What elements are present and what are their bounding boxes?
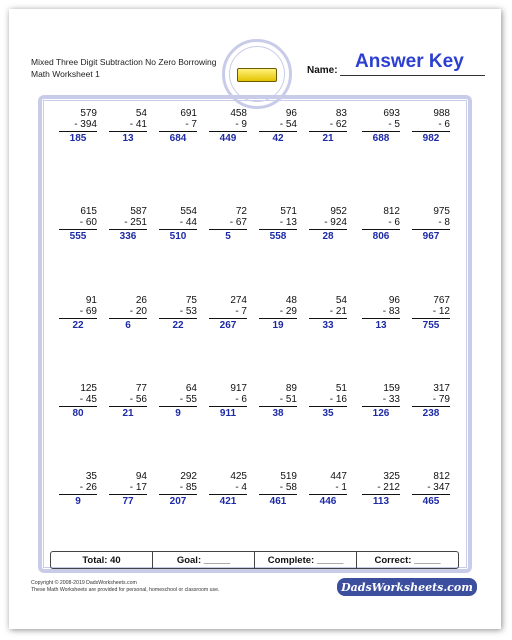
answer: 238 <box>422 408 440 419</box>
minuend: 96 <box>388 295 400 306</box>
subtraction-problem <box>109 206 147 242</box>
minuend: 89 <box>285 383 297 394</box>
subtrahend: - 53 <box>179 306 197 317</box>
problem-row <box>43 471 467 515</box>
answer: 465 <box>422 496 440 507</box>
answer-rule <box>59 318 97 319</box>
answer-rule <box>159 318 197 319</box>
answer-rule <box>412 406 450 407</box>
subtraction-problem <box>309 108 347 144</box>
subtraction-problem <box>412 471 450 507</box>
subtrahend: - 1 <box>335 482 347 493</box>
answer: 21 <box>322 133 334 144</box>
minuend: 917 <box>230 383 247 394</box>
subtraction-problem <box>159 295 197 331</box>
answer: 13 <box>375 320 387 331</box>
minuend: 54 <box>335 295 347 306</box>
subtrahend: - 33 <box>382 394 400 405</box>
subtraction-problem <box>109 295 147 331</box>
subtrahend: - 6 <box>388 217 400 228</box>
answer-rule <box>309 229 347 230</box>
subtrahend: - 5 <box>388 119 400 130</box>
subtraction-problem <box>362 295 400 331</box>
answer: 449 <box>219 133 237 144</box>
subtrahend: - 9 <box>235 119 247 130</box>
answer-rule <box>59 229 97 230</box>
subtrahend: - 45 <box>79 394 97 405</box>
subtrahend: - 16 <box>329 394 347 405</box>
subtraction-problem <box>309 383 347 419</box>
answer: 13 <box>122 133 134 144</box>
minuend: 94 <box>135 471 147 482</box>
answer-rule <box>109 131 147 132</box>
minuend: 26 <box>135 295 147 306</box>
answer: 755 <box>422 320 440 331</box>
answer-rule <box>412 229 450 230</box>
problem-row <box>43 295 467 339</box>
answer-rule <box>209 406 247 407</box>
subtraction-problem <box>209 383 247 419</box>
minuend: 292 <box>180 471 197 482</box>
subtraction-problem <box>209 471 247 507</box>
subtraction-problem <box>309 206 347 242</box>
subtraction-problem <box>59 471 97 507</box>
problem-row <box>43 206 467 250</box>
answer: 558 <box>269 231 287 242</box>
answer-rule <box>362 406 400 407</box>
subtrahend: - 13 <box>279 217 297 228</box>
subtrahend: - 58 <box>279 482 297 493</box>
answer: 42 <box>272 133 284 144</box>
answer-rule <box>209 131 247 132</box>
answer: 9 <box>175 408 181 419</box>
answer: 38 <box>272 408 284 419</box>
answer: 185 <box>69 133 87 144</box>
subtrahend: - 7 <box>185 119 197 130</box>
answer: 911 <box>219 408 237 419</box>
answer-rule <box>362 131 400 132</box>
title-line-1: Mixed Three Digit Subtraction No Zero Borrowing <box>31 57 217 67</box>
answer-rule <box>362 318 400 319</box>
subtraction-problem <box>159 108 197 144</box>
minuend: 691 <box>180 108 197 119</box>
minuend: 72 <box>235 206 247 217</box>
answer: 80 <box>72 408 84 419</box>
answer: 113 <box>372 496 390 507</box>
minuend: 812 <box>383 206 400 217</box>
minuend: 317 <box>433 383 450 394</box>
subtraction-problem <box>412 383 450 419</box>
answer: 555 <box>69 231 87 242</box>
minuend: 83 <box>335 108 347 119</box>
subtrahend: - 55 <box>179 394 197 405</box>
worksheet-title <box>31 56 221 80</box>
minuend: 519 <box>280 471 297 482</box>
subtraction-problem <box>209 295 247 331</box>
answer-rule <box>259 406 297 407</box>
subtrahend: - 54 <box>279 119 297 130</box>
minuend: 988 <box>433 108 450 119</box>
copyright-line-2: These Math Worksheets are provided for personal, homeschool or classroom use. <box>31 587 220 593</box>
subtrahend: - 51 <box>279 394 297 405</box>
answer: 461 <box>269 496 287 507</box>
minuend: 952 <box>330 206 347 217</box>
answer-rule <box>209 229 247 230</box>
minuend: 51 <box>335 383 347 394</box>
minuend: 447 <box>330 471 347 482</box>
subtraction-problem <box>159 383 197 419</box>
answer-rule <box>109 406 147 407</box>
subtraction-problem <box>412 206 450 242</box>
answer-rule <box>412 318 450 319</box>
answer: 806 <box>372 231 390 242</box>
subtraction-problem <box>259 471 297 507</box>
minuend: 96 <box>285 108 297 119</box>
answer-rule <box>159 229 197 230</box>
minuend: 325 <box>383 471 400 482</box>
subtraction-problem <box>362 108 400 144</box>
answer: 77 <box>122 496 134 507</box>
answer-rule <box>362 229 400 230</box>
answer-rule <box>209 318 247 319</box>
answer: 22 <box>72 320 84 331</box>
answer-rule <box>309 406 347 407</box>
subtrahend: - 29 <box>279 306 297 317</box>
answer: 19 <box>272 320 284 331</box>
subtraction-problem <box>362 206 400 242</box>
subtrahend: - 56 <box>129 394 147 405</box>
problem-row <box>43 108 467 152</box>
answer-rule <box>412 131 450 132</box>
subtrahend: - 85 <box>179 482 197 493</box>
subtrahend: - 67 <box>229 217 247 228</box>
minuend: 812 <box>433 471 450 482</box>
subtraction-problem <box>109 471 147 507</box>
minuend: 274 <box>230 295 247 306</box>
answer-rule <box>412 494 450 495</box>
minuend: 571 <box>280 206 297 217</box>
subtraction-problem <box>59 295 97 331</box>
correct-field: Correct: _____ <box>374 554 441 566</box>
answer-rule <box>309 131 347 132</box>
answer: 126 <box>372 408 390 419</box>
subtraction-problem <box>59 108 97 144</box>
answer-rule <box>259 494 297 495</box>
name-line <box>340 75 485 76</box>
answer: 967 <box>422 231 440 242</box>
answer: 336 <box>119 231 137 242</box>
minuend: 975 <box>433 206 450 217</box>
minuend: 75 <box>185 295 197 306</box>
answer-rule <box>59 494 97 495</box>
subtrahend: - 7 <box>235 306 247 317</box>
answer: 28 <box>322 231 334 242</box>
goal-field: Goal: _____ <box>153 552 255 568</box>
minuend: 125 <box>80 383 97 394</box>
subtrahend: - 69 <box>79 306 97 317</box>
subtraction-problem <box>159 206 197 242</box>
answer: 9 <box>75 496 81 507</box>
yellow-bar-icon <box>237 68 277 82</box>
subtraction-problem <box>412 295 450 331</box>
minuend: 91 <box>85 295 97 306</box>
answer-key-heading: Answer Key <box>355 51 464 72</box>
subtrahend: - 17 <box>129 482 147 493</box>
subtraction-problem <box>309 295 347 331</box>
subtrahend: - 4 <box>235 482 247 493</box>
answer: 982 <box>422 133 440 144</box>
subtrahend: - 6 <box>438 119 450 130</box>
answer: 33 <box>322 320 334 331</box>
minuend: 767 <box>433 295 450 306</box>
subtrahend: - 62 <box>329 119 347 130</box>
answer-rule <box>362 494 400 495</box>
minuend: 554 <box>180 206 197 217</box>
minuend: 54 <box>135 108 147 119</box>
answer: 5 <box>225 231 231 242</box>
answer: 684 <box>169 133 187 144</box>
subtrahend: - 394 <box>74 119 97 130</box>
total-count: Total: 40 <box>51 552 153 568</box>
subtraction-problem <box>259 108 297 144</box>
minuend: 587 <box>130 206 147 217</box>
subtraction-problem <box>259 295 297 331</box>
subtraction-problem <box>259 206 297 242</box>
subtrahend: - 41 <box>129 119 147 130</box>
subtrahend: - 60 <box>79 217 97 228</box>
minuend: 693 <box>383 108 400 119</box>
answer: 267 <box>219 320 237 331</box>
answer-rule <box>59 406 97 407</box>
answer: 421 <box>219 496 237 507</box>
answer-rule <box>209 494 247 495</box>
dadsworksheets-logo <box>337 578 477 596</box>
name-label: Name: <box>307 65 338 76</box>
problem-row <box>43 383 467 427</box>
answer-rule <box>109 494 147 495</box>
subtrahend: - 212 <box>377 482 400 493</box>
logo-text: DadsWorksheets.com <box>341 580 473 594</box>
answer: 6 <box>125 320 131 331</box>
minuend: 64 <box>185 383 197 394</box>
subtrahend: - 347 <box>427 482 450 493</box>
answer: 22 <box>172 320 184 331</box>
minuend: 35 <box>85 471 97 482</box>
score-footer <box>50 551 459 569</box>
answer-rule <box>309 494 347 495</box>
subtraction-problem <box>109 108 147 144</box>
subtrahend: - 6 <box>235 394 247 405</box>
minuend: 425 <box>230 471 247 482</box>
answer-rule <box>109 229 147 230</box>
answer-rule <box>159 494 197 495</box>
subtraction-problem <box>259 383 297 419</box>
answer: 446 <box>319 496 337 507</box>
minuend: 579 <box>80 108 97 119</box>
minuend: 615 <box>80 206 97 217</box>
answer: 207 <box>169 496 187 507</box>
subtrahend: - 83 <box>382 306 400 317</box>
subtrahend: - 21 <box>329 306 347 317</box>
minuend: 458 <box>230 108 247 119</box>
subtraction-problem <box>412 108 450 144</box>
answer: 688 <box>372 133 390 144</box>
answer: 510 <box>169 231 187 242</box>
subtraction-problem <box>362 471 400 507</box>
minuend: 77 <box>135 383 147 394</box>
copyright-notice <box>31 580 219 594</box>
subtrahend: - 12 <box>432 306 450 317</box>
answer-rule <box>159 406 197 407</box>
subtrahend: - 8 <box>438 217 450 228</box>
subtraction-problem <box>209 206 247 242</box>
answer-rule <box>259 318 297 319</box>
minuend: 159 <box>383 383 400 394</box>
copyright-line-1: Copyright © 2008-2019 DadsWorksheets.com <box>31 580 137 586</box>
subtraction-problem <box>59 206 97 242</box>
title-line-2: Math Worksheet 1 <box>31 69 100 79</box>
answer: 21 <box>122 408 134 419</box>
subtrahend: - 44 <box>179 217 197 228</box>
subtrahend: - 79 <box>432 394 450 405</box>
answer: 35 <box>322 408 334 419</box>
subtrahend: - 26 <box>79 482 97 493</box>
subtrahend: - 251 <box>124 217 147 228</box>
subtraction-problem <box>209 108 247 144</box>
subtraction-problem <box>109 383 147 419</box>
subtrahend: - 20 <box>129 306 147 317</box>
subtrahend: - 924 <box>324 217 347 228</box>
subtraction-problem <box>362 383 400 419</box>
answer-rule <box>309 318 347 319</box>
complete-field: Complete: _____ <box>255 552 357 568</box>
answer-rule <box>259 229 297 230</box>
answer-rule <box>109 318 147 319</box>
answer-rule <box>259 131 297 132</box>
answer-rule <box>159 131 197 132</box>
answer-rule <box>59 131 97 132</box>
subtraction-problem <box>309 471 347 507</box>
subtraction-problem <box>159 471 197 507</box>
subtraction-problem <box>59 383 97 419</box>
minuend: 48 <box>285 295 297 306</box>
